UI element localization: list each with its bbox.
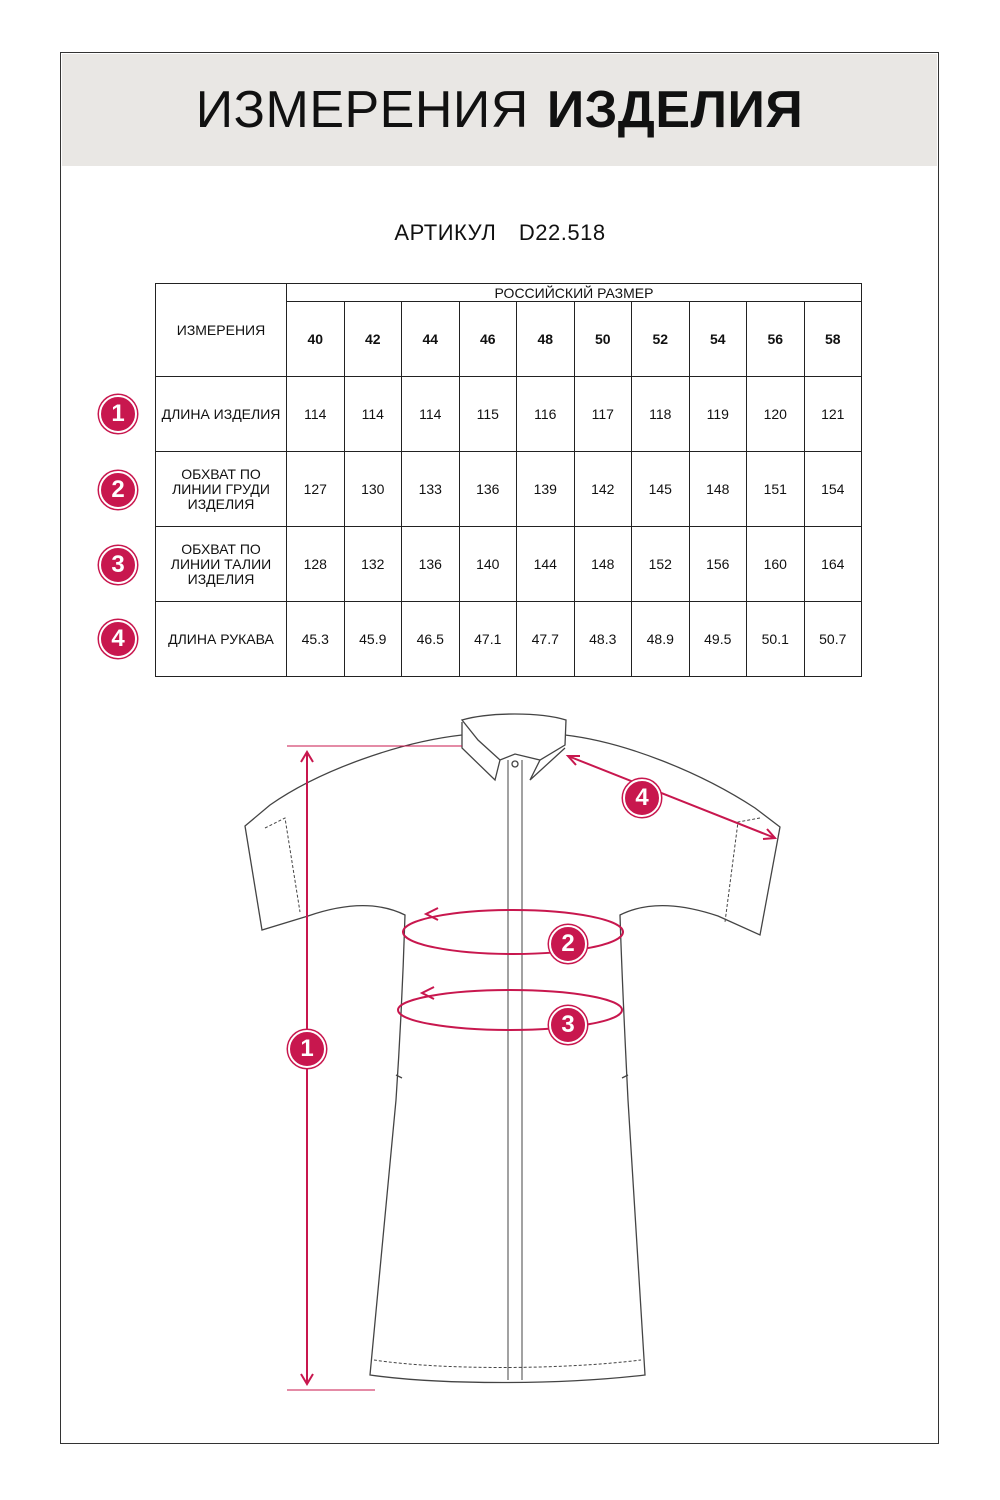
measurement-value: 45.9 (344, 602, 402, 677)
measurement-value: 121 (804, 377, 862, 452)
size-header-cell: 44 (402, 302, 460, 377)
measurement-value: 145 (632, 452, 690, 527)
size-header-cell: 42 (344, 302, 402, 377)
measurement-value: 136 (459, 452, 517, 527)
chest-ellipse (403, 910, 623, 954)
measurement-value: 139 (517, 452, 575, 527)
measurement-value: 49.5 (689, 602, 747, 677)
measurement-label: ДЛИНА ИЗДЕЛИЯ (156, 377, 287, 452)
size-header-cell: 40 (287, 302, 345, 377)
measurement-value: 142 (574, 452, 632, 527)
waist-ellipse (398, 990, 622, 1030)
measurement-value: 144 (517, 527, 575, 602)
measurement-value: 152 (632, 527, 690, 602)
row-marker-2: 2 (99, 471, 137, 509)
measurement-value: 156 (689, 527, 747, 602)
measurement-value: 120 (747, 377, 805, 452)
size-header-cell: 54 (689, 302, 747, 377)
measurements-header: ИЗМЕРЕНИЯ (156, 284, 287, 377)
diagram-marker-1: 1 (288, 1030, 326, 1068)
title-light: ИЗМЕРЕНИЯ (195, 81, 529, 139)
diagram-marker-2: 2 (549, 925, 587, 963)
measurement-value: 114 (402, 377, 460, 452)
measurement-value: 160 (747, 527, 805, 602)
measurement-value: 46.5 (402, 602, 460, 677)
row-marker-1: 1 (99, 395, 137, 433)
measurement-value: 136 (402, 527, 460, 602)
diagram-marker-4: 4 (623, 779, 661, 817)
right-cuff (725, 818, 760, 922)
measurement-value: 117 (574, 377, 632, 452)
collar (462, 714, 566, 760)
row-marker-4: 4 (99, 620, 137, 658)
measurement-value: 132 (344, 527, 402, 602)
measurement-value: 114 (287, 377, 345, 452)
diagram-marker-3: 3 (549, 1006, 587, 1044)
measurement-value: 50.7 (804, 602, 862, 677)
size-header-cell: 50 (574, 302, 632, 377)
measurement-value: 154 (804, 452, 862, 527)
measurement-value: 116 (517, 377, 575, 452)
measurement-value: 140 (459, 527, 517, 602)
size-header-cell: 46 (459, 302, 517, 377)
measurement-value: 114 (344, 377, 402, 452)
title-bold: ИЗДЕЛИЯ (546, 81, 804, 139)
collar-button (512, 761, 518, 767)
dress-outline (245, 735, 780, 1383)
article-label: АРТИКУЛ (394, 220, 497, 245)
size-header-cell: 52 (632, 302, 690, 377)
measurement-value: 50.1 (747, 602, 805, 677)
measurement-value: 115 (459, 377, 517, 452)
measurement-value: 128 (287, 527, 345, 602)
sleeve-arrow (568, 756, 775, 838)
measurement-value: 118 (632, 377, 690, 452)
measurement-value: 148 (574, 527, 632, 602)
measurement-label: ДЛИНА РУКАВА (156, 602, 287, 677)
measurement-value: 151 (747, 452, 805, 527)
collar-inner (462, 722, 565, 780)
measurement-label: ОБХВАТ ПО ЛИНИИ ГРУДИ ИЗДЕЛИЯ (156, 452, 287, 527)
measurement-value: 133 (402, 452, 460, 527)
measurement-value: 45.3 (287, 602, 345, 677)
article-code: D22.518 (518, 220, 606, 245)
measurement-value: 48.3 (574, 602, 632, 677)
measurement-label: ОБХВАТ ПО ЛИНИИ ТАЛИИ ИЗДЕЛИЯ (156, 527, 287, 602)
size-header-cell: 48 (517, 302, 575, 377)
row-marker-3: 3 (99, 546, 137, 584)
measurement-value: 127 (287, 452, 345, 527)
measurement-value: 47.7 (517, 602, 575, 677)
measurement-value: 148 (689, 452, 747, 527)
measurement-value: 47.1 (459, 602, 517, 677)
measurement-value: 164 (804, 527, 862, 602)
size-header-cell: 56 (747, 302, 805, 377)
measurement-value: 48.9 (632, 602, 690, 677)
placket (508, 760, 522, 1380)
size-header-cell: 58 (804, 302, 862, 377)
size-system-header: РОССИЙСКИЙ РАЗМЕР (287, 284, 862, 302)
measurement-value: 130 (344, 452, 402, 527)
measurement-value: 119 (689, 377, 747, 452)
left-cuff (265, 818, 300, 912)
